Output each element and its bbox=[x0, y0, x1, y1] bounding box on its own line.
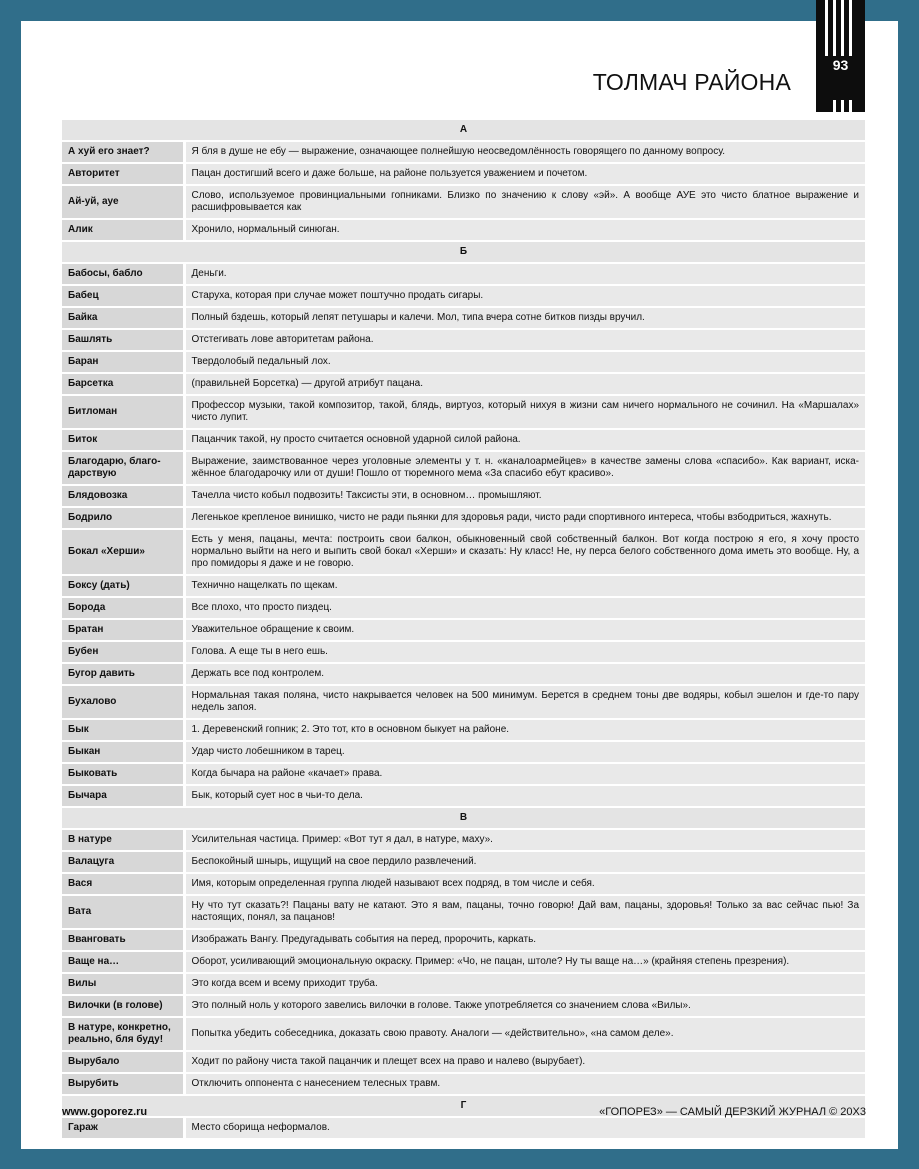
glossary-definition: Попытка убедить собеседника, доказать свою правоту. Аналоги — «действительно», «на самом деле». bbox=[184, 1017, 865, 1051]
glossary-term: Вилы bbox=[62, 973, 184, 995]
glossary-term: Вырубить bbox=[62, 1073, 184, 1095]
glossary-table-container bbox=[62, 120, 865, 1140]
glossary-term: В натуре, конкретно, реально, бля буду! bbox=[62, 1017, 184, 1051]
glossary-term: Бодрило bbox=[62, 507, 184, 529]
magazine-page bbox=[21, 21, 898, 1149]
glossary-row bbox=[62, 663, 865, 685]
glossary-definition: Деньги. bbox=[184, 263, 865, 285]
glossary-definition: Голова. А еще ты в него ешь. bbox=[184, 641, 865, 663]
glossary-definition: Слово, используемое провинциальными гопниками. Близко по значению к слову «эй». А вообще АУЕ это чисто блатное выражение и расшифровывается как bbox=[184, 185, 865, 219]
glossary-term: В натуре bbox=[62, 829, 184, 851]
glossary-definition: Держать все под контролем. bbox=[184, 663, 865, 685]
glossary-term: Барсетка bbox=[62, 373, 184, 395]
glossary-row bbox=[62, 395, 865, 429]
glossary-row bbox=[62, 185, 865, 219]
glossary-term: Валацуга bbox=[62, 851, 184, 873]
glossary-definition: Пацанчик такой, ну просто считается основной ударной силой района. bbox=[184, 429, 865, 451]
glossary-term: Бычара bbox=[62, 785, 184, 807]
glossary-row bbox=[62, 995, 865, 1017]
page-title: ТОЛМАЧ РАЙОНА bbox=[592, 69, 791, 95]
glossary-term: Благодарю, благо-дарствую bbox=[62, 451, 184, 485]
glossary-term: Блядовозка bbox=[62, 485, 184, 507]
glossary-term: Бабосы, бабло bbox=[62, 263, 184, 285]
glossary-term: Башлять bbox=[62, 329, 184, 351]
glossary-row bbox=[62, 373, 865, 395]
glossary-definition: Это полный ноль у которого завелись вилочки в голове. Также употребляется со значением слова «Вилы». bbox=[184, 995, 865, 1017]
page-number-tab bbox=[816, 0, 865, 112]
glossary-term: Гараж bbox=[62, 1117, 184, 1139]
glossary-definition: Отключить оппонента с нанесением телесных травм. bbox=[184, 1073, 865, 1095]
glossary-term: Вырубало bbox=[62, 1051, 184, 1073]
glossary-definition: Оборот, усиливающий эмоциональную окраску. Пример: «Чо, не пацан, штоле? Ну ты ваще на…» (крайняя степень презрения). bbox=[184, 951, 865, 973]
glossary-row bbox=[62, 873, 865, 895]
glossary-row bbox=[62, 763, 865, 785]
page-number: 93 bbox=[816, 56, 865, 74]
glossary-definition: Бык, который сует нос в чьи-то дела. bbox=[184, 785, 865, 807]
glossary-term: Бухалово bbox=[62, 685, 184, 719]
glossary-definition: Ну что тут сказать?! Пацаны вату не катают. Это я вам, пацаны, точно говорю! Дай вам, пацаны, здоровья! Только за вас сейчас пью! За настоящих, понял, за пацанов! bbox=[184, 895, 865, 929]
glossary-term: Бык bbox=[62, 719, 184, 741]
glossary-term: Быковать bbox=[62, 763, 184, 785]
glossary-row bbox=[62, 485, 865, 507]
glossary-row bbox=[62, 1051, 865, 1073]
glossary-row bbox=[62, 685, 865, 719]
section-letter-row bbox=[62, 241, 865, 263]
glossary-row bbox=[62, 1017, 865, 1051]
glossary-term: Ваще на… bbox=[62, 951, 184, 973]
glossary-row bbox=[62, 619, 865, 641]
glossary-row bbox=[62, 307, 865, 329]
section-letter: Г bbox=[62, 1095, 865, 1117]
glossary-term: Боксу (дать) bbox=[62, 575, 184, 597]
glossary-term: Братан bbox=[62, 619, 184, 641]
glossary-definition: Беспокойный шнырь, ищущий на свое пердило развлечений. bbox=[184, 851, 865, 873]
tab-tick bbox=[833, 100, 836, 112]
glossary-definition: Технично нащелкать по щекам. bbox=[184, 575, 865, 597]
glossary-term: Авторитет bbox=[62, 163, 184, 185]
glossary-row bbox=[62, 829, 865, 851]
glossary-row bbox=[62, 1073, 865, 1095]
glossary-row bbox=[62, 575, 865, 597]
glossary-row bbox=[62, 451, 865, 485]
glossary-definition: Легенькое крепленое винишко, чисто не ради пьянки для здоровья ради, чисто ради спортивного интереса, чтобы взбодриться, жахнуть. bbox=[184, 507, 865, 529]
glossary-definition: Изображать Вангу. Предугадывать события на перед, пророчить, каркать. bbox=[184, 929, 865, 951]
glossary-definition: Нормальная такая поляна, чисто накрывается человек на 500 минимум. Берется в среднем тоны две водяры, кобыл эшелон и где-то пару недель запоя. bbox=[184, 685, 865, 719]
glossary-row bbox=[62, 741, 865, 763]
glossary-definition: Усилительная частица. Пример: «Вот тут я дал, в натуре, маху». bbox=[184, 829, 865, 851]
glossary-row bbox=[62, 507, 865, 529]
glossary-definition: (правильней Борсетка) — другой атрибут пацана. bbox=[184, 373, 865, 395]
glossary-row bbox=[62, 529, 865, 575]
glossary-term: Быкан bbox=[62, 741, 184, 763]
glossary-definition: Это когда всем и всему приходит труба. bbox=[184, 973, 865, 995]
glossary-definition: Есть у меня, пацаны, мечта: построить свои балкон, обыкновенный свой собственный балкон. Вот когда построю я его, я хочу просто нормально выйти на него и выпить свой бокал «Херши» и сказать: Ну класс! Не, ну перса белого собственного дома иметь это вообще. Ну, а про помидоры я даже и не говорю. bbox=[184, 529, 865, 575]
glossary-term: Бокал «Херши» bbox=[62, 529, 184, 575]
glossary-row bbox=[62, 895, 865, 929]
glossary-term: Вванговать bbox=[62, 929, 184, 951]
glossary-definition: Удар чисто лобешником в тарец. bbox=[184, 741, 865, 763]
glossary-definition: Тачелла чисто кобыл подвозить! Таксисты эти, в основном… промышляют. bbox=[184, 485, 865, 507]
glossary-row bbox=[62, 851, 865, 873]
glossary-row bbox=[62, 929, 865, 951]
section-letter: Б bbox=[62, 241, 865, 263]
glossary-body bbox=[62, 120, 865, 1139]
glossary-definition: Полный бздешь, который лепят петушары и калечи. Мол, типа вчера сотне битков пизды вручил. bbox=[184, 307, 865, 329]
glossary-term: Баран bbox=[62, 351, 184, 373]
glossary-definition: Я бля в душе не ебу — выражение, означающее полнейшую неосведомлённость говорящего по данному вопросу. bbox=[184, 141, 865, 163]
glossary-definition: Хронило, нормальный синюган. bbox=[184, 219, 865, 241]
glossary-term: А хуй его знает? bbox=[62, 141, 184, 163]
glossary-definition: Имя, которым определенная группа людей называют всех подряд, в том числе и себя. bbox=[184, 873, 865, 895]
section-letter-row bbox=[62, 120, 865, 141]
section-letter: В bbox=[62, 807, 865, 829]
glossary-row bbox=[62, 263, 865, 285]
glossary-row bbox=[62, 973, 865, 995]
glossary-definition: Уважительное обращение к своим. bbox=[184, 619, 865, 641]
glossary-row bbox=[62, 285, 865, 307]
glossary-definition: Пацан достигший всего и даже больше, на районе пользуется уважением и почетом. bbox=[184, 163, 865, 185]
footer-tagline: «ГОПОРЕЗ» — САМЫЙ ДЕРЗКИЙ ЖУРНАЛ © 20Х3 bbox=[599, 1106, 866, 1118]
glossary-row bbox=[62, 163, 865, 185]
glossary-definition: Все плохо, что просто пиздец. bbox=[184, 597, 865, 619]
glossary-term: Бабец bbox=[62, 285, 184, 307]
tab-tick bbox=[841, 100, 844, 112]
glossary-term: Бугор давить bbox=[62, 663, 184, 685]
glossary-row bbox=[62, 141, 865, 163]
glossary-row bbox=[62, 429, 865, 451]
section-letter: А bbox=[62, 120, 865, 141]
glossary-definition: Старуха, которая при случае может поштучно продать сигары. bbox=[184, 285, 865, 307]
glossary-term: Биток bbox=[62, 429, 184, 451]
glossary-row bbox=[62, 785, 865, 807]
glossary-definition: Твердолобый педальный лох. bbox=[184, 351, 865, 373]
glossary-definition: Выражение, заимствованное через уголовные элементы у т. н. «каналоармейцев» в качестве замены слова «спасибо». Как вариант, иска-жённое благодарочку или от души! Пошло от тюремного мема «За спасибо ебут красиво». bbox=[184, 451, 865, 485]
glossary-row bbox=[62, 719, 865, 741]
glossary-term: Вилочки (в голове) bbox=[62, 995, 184, 1017]
glossary-term: Вата bbox=[62, 895, 184, 929]
glossary-row bbox=[62, 597, 865, 619]
glossary-row bbox=[62, 219, 865, 241]
tab-tick bbox=[849, 100, 852, 112]
glossary-row bbox=[62, 641, 865, 663]
glossary-definition: Отстегивать лове авторитетам района. bbox=[184, 329, 865, 351]
glossary-term: Битломан bbox=[62, 395, 184, 429]
glossary-row bbox=[62, 951, 865, 973]
glossary-row bbox=[62, 329, 865, 351]
glossary-term: Ай-уй, ауе bbox=[62, 185, 184, 219]
glossary-definition: 1. Деревенский гопник; 2. Это тот, кто в основном быкует на районе. bbox=[184, 719, 865, 741]
glossary-definition: Когда бычара на районе «качает» права. bbox=[184, 763, 865, 785]
glossary-term: Бубен bbox=[62, 641, 184, 663]
glossary-term: Алик bbox=[62, 219, 184, 241]
glossary-table bbox=[62, 120, 865, 1140]
glossary-row bbox=[62, 351, 865, 373]
footer-website[interactable]: www.goporez.ru bbox=[62, 1106, 148, 1118]
glossary-definition: Профессор музыки, такой композитор, такой, блядь, виртуоз, который нихуя в жизни сам ничего нормального не сочинил. На «Маршалах» чисто лупит. bbox=[184, 395, 865, 429]
glossary-definition: Место сборища неформалов. bbox=[184, 1117, 865, 1139]
section-letter-row bbox=[62, 807, 865, 829]
glossary-term: Вася bbox=[62, 873, 184, 895]
glossary-definition: Ходит по району чиста такой пацанчик и плещет всех на право и налево (вырубает). bbox=[184, 1051, 865, 1073]
glossary-term: Борода bbox=[62, 597, 184, 619]
glossary-row bbox=[62, 1117, 865, 1139]
glossary-term: Байка bbox=[62, 307, 184, 329]
